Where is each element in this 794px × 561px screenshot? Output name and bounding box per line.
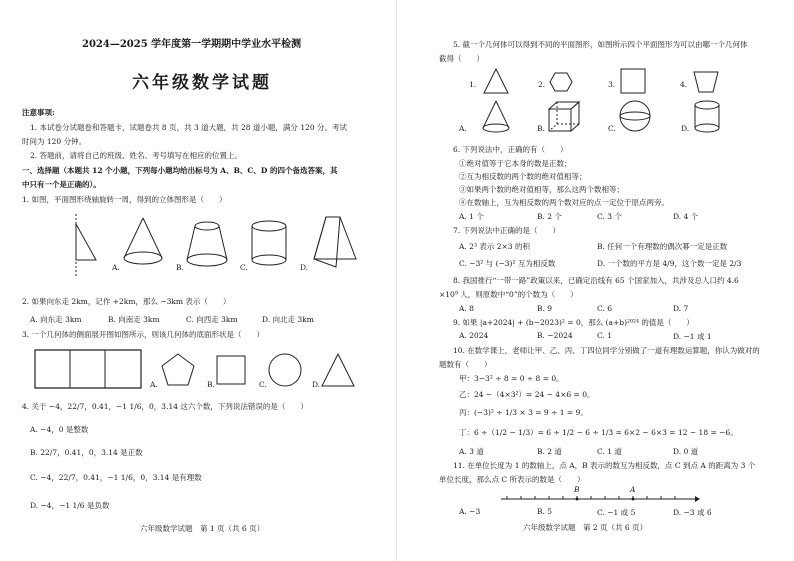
q7-option-c[interactable]: C. −3² 与 (−3)² 互为相反数	[459, 259, 556, 268]
q9-option-d[interactable]: D. −1 或 1	[673, 332, 712, 341]
q10-option-b[interactable]: B. 2 道	[537, 447, 562, 456]
q3-square	[216, 355, 246, 385]
page-footer: 六年级数学试题 第 1 页（共 6 页）	[140, 524, 265, 533]
q5-shape-label-4: 4.	[680, 80, 688, 89]
question-4: 4. 关于 −4，22/7，0.41，−1 1/6，0，3.14 这六个数，下列说法错误的是（ ）	[22, 402, 308, 411]
q6-item-3: ③如果两个数的绝对值相等，那么这两个数相等；	[459, 185, 624, 194]
q1-option-a[interactable]: A.	[112, 263, 120, 272]
question-9: 9. 如果 |a+2024| + (b−2023)² = 0，那么 (a+b)²⁰²⁴ 的值是（ ）	[453, 318, 694, 327]
question-10-line-b: 题数有（ ）	[439, 360, 492, 369]
q5-shape-label-1: 1.	[469, 80, 477, 89]
q1-prism	[312, 215, 358, 271]
question-10-line-a: 10. 在数学课上，老师让甲、乙、丙、丁四位同学分别做了一道有理数运算题，你认为做对的	[453, 346, 760, 355]
section1-line-a: 一、选择题（本题共 12 个小题，下列每小题均给出标号为 A、B、C、D 的四个备选答案，其	[22, 166, 338, 175]
q8-option-a[interactable]: A. 8	[459, 304, 474, 313]
q11-number-line	[501, 487, 699, 503]
q5-hexagon	[549, 72, 573, 92]
exam-header: 2024—2025 学年度第一学期期中学业水平检测	[82, 39, 302, 50]
question-11-line-a: 11. 在单位长度为 1 的数轴上，点 A，B 表示的数互为相反数，点 C 到点 A 的距离为 3 个	[453, 461, 756, 470]
q5-sphere	[619, 100, 651, 132]
q1-cylinder	[250, 220, 288, 270]
q2-option-a[interactable]: A. 向东走 3km	[30, 315, 82, 324]
question-8-line-a: 8. 我国推行“一带一路”政策以来，已确定沿线有 65 个国家加入，共涉及总人口约 4.6	[453, 276, 739, 285]
q8-option-b[interactable]: B. 9	[537, 304, 553, 313]
q8-option-d[interactable]: D. 7	[673, 304, 689, 313]
q6-option-a[interactable]: A. 1 个	[459, 212, 484, 221]
q10-option-c[interactable]: C. 1 道	[597, 447, 622, 456]
q11-point-b-label: B	[574, 485, 580, 494]
q2-option-d[interactable]: D. 向北走 3km	[262, 315, 314, 324]
q8-option-c[interactable]: C. 6	[597, 304, 613, 313]
section1-line-b: 中只有一个是正确的）。	[22, 180, 101, 189]
q10-line-ding: 丁：6 ÷（1/2 − 1/3）= 6 ÷ 1/2 − 6 ÷ 1/3 = 6×2 − 6×3 = 12 − 18 = −6。	[459, 428, 738, 437]
q6-item-1: ①绝对值等于它本身的数是正数；	[459, 159, 572, 168]
q5-square	[620, 68, 646, 94]
q3-triangle	[320, 352, 356, 388]
question-5-line-a: 5. 截一个几何体可以得到不同的平面图形，如图所示四个平面图形为可以由哪一个几何体	[453, 40, 748, 49]
q10-line-jia: 甲：3−3² ÷ 8 = 0 ÷ 8 = 0。	[459, 374, 564, 383]
q4-option-a[interactable]: A. −4，0 是整数	[30, 425, 89, 434]
question-1: 1. 如图，平面图形绕轴旋转一周，得到的立体图形是（ ）	[22, 195, 227, 204]
q4-option-c[interactable]: C. −4，22/7，0.41，−1 1/6，0，3.14 是有理数	[30, 473, 202, 482]
q2-option-b[interactable]: B. 向南走 3km	[108, 315, 160, 324]
question-11-line-b: 单位长度，那么点 C 所表示的数是（ ）	[439, 475, 585, 484]
q1-option-b[interactable]: B.	[176, 263, 184, 272]
q11-point-a-label: A	[630, 485, 636, 494]
exam-page-2	[397, 0, 794, 561]
notice-1b: 时间为 120 分钟。	[22, 137, 87, 146]
q11-option-c[interactable]: C. −1 或 5	[597, 508, 636, 517]
q5-shape-label-3: 3.	[608, 80, 616, 89]
notice-2: 2. 答题前，请将自己的班级、姓名、考号填写在相应的位置上。	[30, 151, 243, 160]
q3-option-a[interactable]: A.	[150, 380, 158, 389]
q1-frustum	[185, 220, 229, 270]
q3-pentagon	[160, 352, 196, 388]
q1-figure	[72, 214, 102, 276]
q5-option-b[interactable]: B.	[537, 124, 545, 133]
q7-option-d[interactable]: D. 一个数的平方是 4/9，这个数一定是 2/3	[597, 259, 742, 268]
question-5-line-b: 截得（ ）	[439, 54, 484, 63]
q5-triangle	[483, 68, 509, 94]
q7-option-b[interactable]: B. 任何一个有理数的偶次幂一定是正数	[597, 242, 728, 251]
q11-option-b[interactable]: B. 5	[537, 507, 553, 516]
q5-cube	[547, 100, 581, 134]
question-6: 6. 下列说法中，正确的有（ ）	[453, 145, 568, 154]
q1-option-d[interactable]: D.	[300, 263, 309, 272]
q5-option-c[interactable]: C.	[608, 124, 616, 133]
q3-option-d[interactable]: D.	[312, 380, 321, 389]
question-2: 2. 如果向东走 2km，记作 +2km，那么 −3km 表示（ ）	[22, 297, 231, 306]
q10-line-yi: 乙：24 −（4×3²）= 24 − 4×6 = 0。	[459, 390, 595, 399]
page-footer: 六年级数学试题 第 2 页（共 6 页）	[523, 523, 648, 532]
q7-option-a[interactable]: A. 2³ 表示 2×3 的积	[459, 242, 530, 251]
q10-option-d[interactable]: D. 0 道	[673, 447, 699, 456]
q6-item-4: ④在数轴上，互为相反数的两个数对应的点一定位于原点两旁。	[459, 198, 669, 207]
q6-item-2: ②互为相反数的两个数的绝对值相等；	[459, 172, 587, 181]
q6-option-c[interactable]: C. 3 个	[597, 212, 622, 221]
q11-option-a[interactable]: A. −3	[459, 507, 481, 516]
q10-line-bing: 丙：(−3)² ÷ 1/3 × 3 = 9 ÷ 1 = 9。	[459, 408, 588, 417]
question-8-line-b: ×10⁹ 人，则原数中“0”的个数为（ ）	[439, 290, 578, 299]
question-7: 7. 下列说法中正确的是（ ）	[453, 226, 561, 235]
q1-option-c[interactable]: C.	[240, 263, 248, 272]
q3-option-c[interactable]: C.	[259, 380, 267, 389]
q9-option-a[interactable]: A. 2024	[459, 331, 489, 340]
q5-cone	[481, 100, 511, 134]
q10-option-a[interactable]: A. 3 道	[459, 447, 484, 456]
q9-option-b[interactable]: B. −2024	[537, 331, 573, 340]
q5-trapezoid	[693, 70, 719, 94]
q4-option-b[interactable]: B. 22/7，0.41，0，3.14 是正数	[30, 448, 143, 457]
q3-option-b[interactable]: B.	[207, 380, 215, 389]
q2-option-c[interactable]: C. 向西走 3km	[186, 315, 238, 324]
q6-option-d[interactable]: D. 4 个	[673, 212, 699, 221]
q5-shape-label-2: 2.	[538, 80, 546, 89]
q3-net-figure	[34, 349, 142, 389]
q5-option-a[interactable]: A.	[459, 124, 467, 133]
q3-circle	[268, 353, 302, 387]
q5-cylinder	[693, 100, 721, 134]
notice-heading: 注意事项:	[22, 108, 55, 117]
q11-option-d[interactable]: D. −3 或 6	[673, 508, 712, 517]
question-3: 3. 一个几何体的侧面展开图如图所示，则该几何体的底面形状是（ ）	[22, 330, 265, 339]
q5-option-d[interactable]: D.	[681, 124, 690, 133]
q9-option-c[interactable]: C. 1	[597, 331, 613, 340]
q6-option-b[interactable]: B. 2 个	[537, 212, 562, 221]
page-title: 六年级数学试题	[132, 73, 272, 93]
q1-cone	[122, 216, 164, 268]
notice-1a: 1. 本试卷分试题卷和答题卡，试题卷共 8 页，共 3 道大题，共 28 道小题，满分 120 分。考试	[30, 123, 348, 132]
q4-option-d[interactable]: D. −4，−1 1/6 是负数	[30, 501, 110, 510]
